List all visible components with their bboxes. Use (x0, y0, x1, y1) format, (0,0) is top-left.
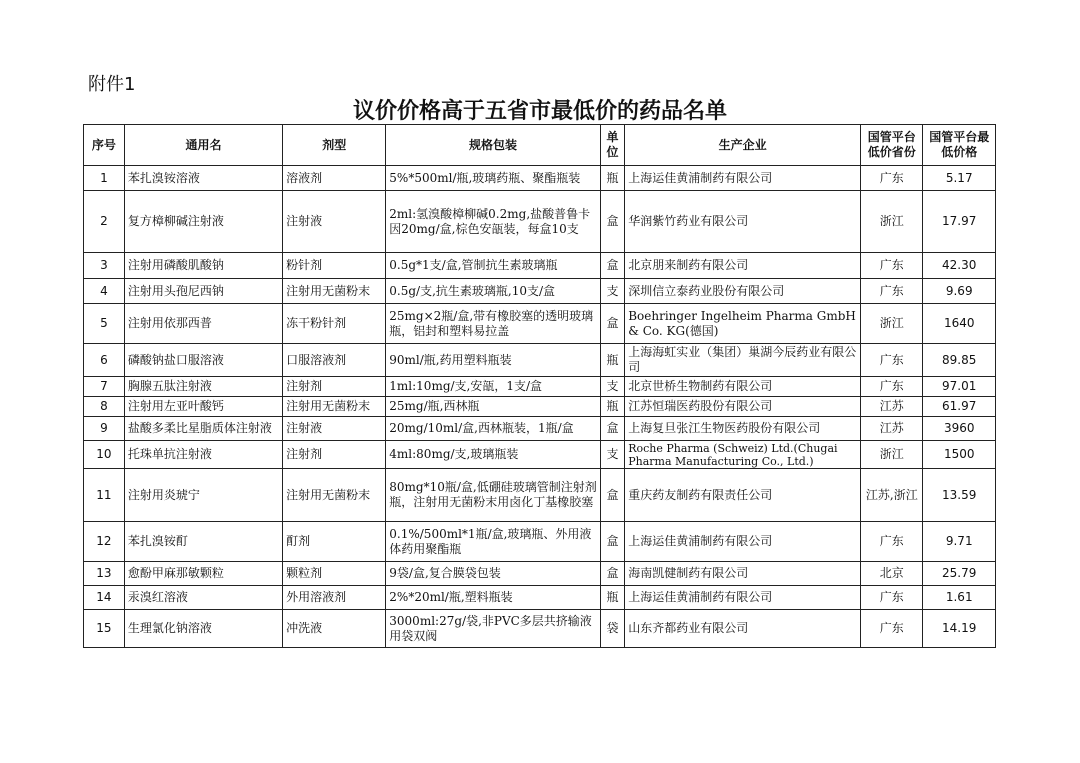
cell-manufacturer: 北京世桥生物制药有限公司 (625, 377, 861, 397)
cell-manufacturer: 山东齐都药业有限公司 (625, 610, 861, 648)
header-manufacturer: 生产企业 (625, 125, 861, 166)
header-row (84, 125, 996, 166)
header-dosage-form: 剂型 (283, 125, 386, 166)
table-row (84, 191, 996, 253)
table-row (84, 441, 996, 469)
cell-dosage-form: 粉针剂 (283, 253, 386, 279)
cell-dosage-form: 溶液剂 (283, 166, 386, 191)
cell-manufacturer: Roche Pharma (Schweiz) Ltd.(Chugai Pharma Manufacturing Co., Ltd.) (625, 441, 861, 469)
cell-no: 2 (84, 191, 125, 253)
cell-generic-name: 注射用依那西普 (124, 304, 282, 344)
cell-province: 浙江 (861, 191, 923, 253)
cell-generic-name: 汞溴红溶液 (124, 586, 282, 610)
cell-price: 17.97 (923, 191, 996, 253)
cell-unit: 盒 (600, 522, 625, 562)
cell-no: 8 (84, 397, 125, 417)
table-row (84, 562, 996, 586)
table-row (84, 377, 996, 397)
cell-spec-package: 3000ml:27g/袋,非PVC多层共挤输液用袋双阀 (386, 610, 600, 648)
cell-dosage-form: 注射用无菌粉末 (283, 279, 386, 304)
cell-manufacturer: 上海复旦张江生物医药股份有限公司 (625, 417, 861, 441)
cell-no: 4 (84, 279, 125, 304)
cell-unit: 瓶 (600, 586, 625, 610)
cell-no: 15 (84, 610, 125, 648)
cell-no: 13 (84, 562, 125, 586)
cell-price: 42.30 (923, 253, 996, 279)
cell-spec-package: 2%*20ml/瓶,塑料瓶装 (386, 586, 600, 610)
cell-generic-name: 复方樟柳碱注射液 (124, 191, 282, 253)
cell-dosage-form: 口服溶液剂 (283, 344, 386, 377)
cell-price: 13.59 (923, 469, 996, 522)
cell-price: 9.71 (923, 522, 996, 562)
table-row (84, 166, 996, 191)
table-row (84, 610, 996, 648)
cell-province: 广东 (861, 279, 923, 304)
cell-no: 5 (84, 304, 125, 344)
cell-spec-package: 4ml:80mg/支,玻璃瓶装 (386, 441, 600, 469)
cell-spec-package: 0.5g/支,抗生素玻璃瓶,10支/盒 (386, 279, 600, 304)
cell-province: 浙江 (861, 441, 923, 469)
cell-dosage-form: 注射剂 (283, 441, 386, 469)
cell-province: 广东 (861, 377, 923, 397)
cell-manufacturer: 华润紫竹药业有限公司 (625, 191, 861, 253)
document-title: 议价价格高于五省市最低价的药品名单 (352, 99, 727, 124)
cell-price: 25.79 (923, 562, 996, 586)
cell-no: 7 (84, 377, 125, 397)
cell-price: 1500 (923, 441, 996, 469)
header-lowest-price: 国管平台最 低价格 (923, 125, 996, 166)
cell-spec-package: 90ml/瓶,药用塑料瓶装 (386, 344, 600, 377)
table-header (84, 125, 996, 166)
cell-province: 广东 (861, 610, 923, 648)
cell-price: 3960 (923, 417, 996, 441)
cell-unit: 盒 (600, 304, 625, 344)
cell-no: 3 (84, 253, 125, 279)
cell-price: 61.97 (923, 397, 996, 417)
cell-manufacturer: 上海运佳黄浦制药有限公司 (625, 166, 861, 191)
cell-dosage-form: 注射液 (283, 417, 386, 441)
attachment-label: 附件1 (88, 74, 136, 95)
cell-unit: 盒 (600, 253, 625, 279)
cell-manufacturer: 重庆药友制药有限责任公司 (625, 469, 861, 522)
cell-price: 97.01 (923, 377, 996, 397)
table-row (84, 279, 996, 304)
cell-unit: 瓶 (600, 166, 625, 191)
cell-province: 广东 (861, 344, 923, 377)
cell-no: 9 (84, 417, 125, 441)
cell-price: 5.17 (923, 166, 996, 191)
cell-price: 89.85 (923, 344, 996, 377)
cell-spec-package: 80mg*10瓶/盒,低硼硅玻璃管制注射剂瓶，注射用无菌粉末用卤化丁基橡胶塞 (386, 469, 600, 522)
cell-no: 1 (84, 166, 125, 191)
table-row (84, 522, 996, 562)
table-body (84, 166, 996, 648)
table-row (84, 469, 996, 522)
cell-province: 浙江 (861, 304, 923, 344)
cell-generic-name: 注射用炎琥宁 (124, 469, 282, 522)
cell-generic-name: 盐酸多柔比星脂质体注射液 (124, 417, 282, 441)
cell-unit: 支 (600, 279, 625, 304)
cell-price: 1640 (923, 304, 996, 344)
cell-unit: 盒 (600, 469, 625, 522)
cell-unit: 支 (600, 377, 625, 397)
cell-dosage-form: 外用溶液剂 (283, 586, 386, 610)
cell-no: 6 (84, 344, 125, 377)
table-row (84, 586, 996, 610)
cell-generic-name: 注射用头孢尼西钠 (124, 279, 282, 304)
cell-spec-package: 25mg×2瓶/盒,带有橡胶塞的透明玻璃瓶，铝封和塑料易拉盖 (386, 304, 600, 344)
cell-province: 广东 (861, 586, 923, 610)
cell-province: 江苏,浙江 (861, 469, 923, 522)
cell-generic-name: 愈酚甲麻那敏颗粒 (124, 562, 282, 586)
cell-dosage-form: 注射剂 (283, 377, 386, 397)
cell-manufacturer: 北京朋来制药有限公司 (625, 253, 861, 279)
cell-unit: 盒 (600, 562, 625, 586)
cell-spec-package: 1ml:10mg/支,安瓿，1支/盒 (386, 377, 600, 397)
cell-price: 1.61 (923, 586, 996, 610)
cell-dosage-form: 酊剂 (283, 522, 386, 562)
cell-no: 12 (84, 522, 125, 562)
cell-generic-name: 苯扎溴铵溶液 (124, 166, 282, 191)
cell-spec-package: 0.1%/500ml*1瓶/盒,玻璃瓶、外用液体药用聚酯瓶 (386, 522, 600, 562)
header-generic-name: 通用名 (124, 125, 282, 166)
cell-province: 广东 (861, 253, 923, 279)
cell-generic-name: 磷酸钠盐口服溶液 (124, 344, 282, 377)
cell-province: 北京 (861, 562, 923, 586)
cell-no: 10 (84, 441, 125, 469)
table-row (84, 253, 996, 279)
header-unit: 单位 (600, 125, 625, 166)
table-row (84, 304, 996, 344)
cell-generic-name: 生理氯化钠溶液 (124, 610, 282, 648)
cell-generic-name: 苯扎溴铵酊 (124, 522, 282, 562)
cell-province: 广东 (861, 166, 923, 191)
cell-unit: 盒 (600, 417, 625, 441)
header-spec-package: 规格包装 (386, 125, 600, 166)
header-low-price-province: 国管平台 低价省份 (861, 125, 923, 166)
table-row (84, 344, 996, 377)
cell-dosage-form: 颗粒剂 (283, 562, 386, 586)
cell-unit: 瓶 (600, 397, 625, 417)
drug-price-table (83, 124, 996, 648)
cell-spec-package: 25mg/瓶,西林瓶 (386, 397, 600, 417)
cell-no: 11 (84, 469, 125, 522)
cell-generic-name: 胸腺五肽注射液 (124, 377, 282, 397)
table-row (84, 417, 996, 441)
cell-unit: 盒 (600, 191, 625, 253)
cell-price: 14.19 (923, 610, 996, 648)
cell-spec-package: 20mg/10ml/盒,西林瓶装，1瓶/盒 (386, 417, 600, 441)
cell-manufacturer: 上海运佳黄浦制药有限公司 (625, 586, 861, 610)
cell-manufacturer: 江苏恒瑞医药股份有限公司 (625, 397, 861, 417)
cell-manufacturer: 上海海虹实业（集团）巢湖今辰药业有限公司 (625, 344, 861, 377)
cell-dosage-form: 注射用无菌粉末 (283, 397, 386, 417)
cell-no: 14 (84, 586, 125, 610)
cell-dosage-form: 冻干粉针剂 (283, 304, 386, 344)
cell-spec-package: 5%*500ml/瓶,玻璃药瓶、聚酯瓶装 (386, 166, 600, 191)
cell-generic-name: 托珠单抗注射液 (124, 441, 282, 469)
cell-spec-package: 2ml:氢溴酸樟柳碱0.2mg,盐酸普鲁卡因20mg/盒,棕色安瓿装，每盒10支 (386, 191, 600, 253)
cell-dosage-form: 注射用无菌粉末 (283, 469, 386, 522)
cell-unit: 瓶 (600, 344, 625, 377)
cell-generic-name: 注射用左亚叶酸钙 (124, 397, 282, 417)
header-no: 序号 (84, 125, 125, 166)
cell-manufacturer: 上海运佳黄浦制药有限公司 (625, 522, 861, 562)
cell-unit: 支 (600, 441, 625, 469)
cell-manufacturer: 海南凯健制药有限公司 (625, 562, 861, 586)
cell-province: 广东 (861, 522, 923, 562)
cell-manufacturer: Boehringer Ingelheim Pharma GmbH & Co. KG(德国) (625, 304, 861, 344)
cell-dosage-form: 注射液 (283, 191, 386, 253)
cell-spec-package: 9袋/盒,复合膜袋包装 (386, 562, 600, 586)
cell-unit: 袋 (600, 610, 625, 648)
table-row (84, 397, 996, 417)
cell-province: 江苏 (861, 397, 923, 417)
cell-generic-name: 注射用磷酸肌酸钠 (124, 253, 282, 279)
cell-spec-package: 0.5g*1支/盒,管制抗生素玻璃瓶 (386, 253, 600, 279)
cell-manufacturer: 深圳信立泰药业股份有限公司 (625, 279, 861, 304)
cell-province: 江苏 (861, 417, 923, 441)
cell-dosage-form: 冲洗液 (283, 610, 386, 648)
cell-price: 9.69 (923, 279, 996, 304)
